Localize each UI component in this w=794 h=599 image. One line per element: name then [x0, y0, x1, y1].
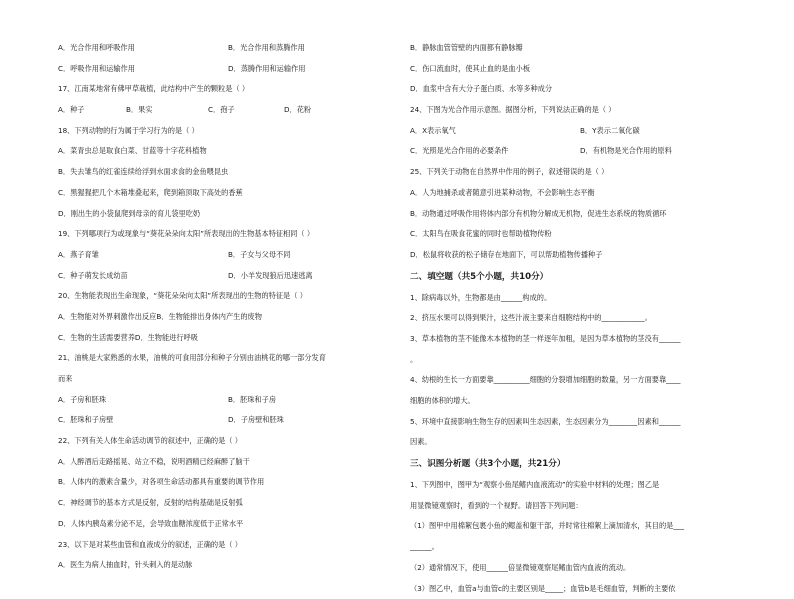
question-24: 24、下图为光合作用示意图。据图分析，下列说法正确的是（ ）	[410, 100, 745, 121]
fill-question-5: 5、环境中直接影响生物生存的因素叫生态因素，生态因素分为________因素和______	[410, 412, 745, 433]
section-heading-fill: 二、填空题（共5个小题，共10分）	[410, 266, 745, 288]
option-d: D．花粉	[284, 100, 311, 121]
q16-options	[58, 38, 388, 59]
analysis-question-1: 1、下列图中，图甲为“观察小鱼尾鳍内血液流动”的实验中材料的处理；图乙是	[410, 475, 745, 496]
q19-options-2	[58, 266, 388, 287]
option-b: B．光合作用和蒸腾作用	[228, 38, 305, 59]
option-d: D．小羊发现狼后迅速逃离	[228, 266, 313, 287]
q22-option-b: B．人体内的激素含量少，对各项生命活动都具有重要的调节作用	[58, 472, 388, 493]
q22-option-d: D．人体内胰岛素分泌不足，会导致血糖浓度低于正常水平	[58, 514, 388, 535]
fill-question-4: 4、幼根的生长一方面要靠__________细胞的分裂增加细胞的数量，另一方面要靠____	[410, 370, 745, 391]
question-22: 22、下列有关人体生命活动调节的叙述中，正确的是（ ）	[58, 431, 388, 452]
q24-options-2	[410, 141, 745, 162]
question-23: 23、以下是对某些血管和血液成分的叙述，正确的是（ ）	[58, 535, 388, 556]
fill-question-4-cont: 细胞的体积的增大。	[410, 391, 745, 412]
q25-option-a: A．人为地捕杀或者随意引进某种动物，不会影响生态平衡	[410, 183, 745, 204]
analysis-sub-1: （1）图甲中用棉絮包裹小鱼的鳃盖和躯干部，并时常往棉絮上滴加清水，其目的是___	[410, 516, 745, 537]
option-a: A．光合作用和呼吸作用	[58, 38, 228, 59]
q20-option-ab: A．生物能对外界刺激作出反应B．生物能排出身体内产生的废物	[58, 307, 388, 328]
fill-question-1: 1、除病毒以外，生物都是由______构成的。	[410, 288, 745, 309]
analysis-question-1-cont: 用显微镜观察时，看到的一个视野。请回答下列问题：	[410, 496, 745, 517]
fill-question-3: 3、草本植物的茎不能像木本植物的茎一样逐年加粗，是因为草本植物的茎没有______	[410, 329, 745, 350]
option-a: A．子房和胚珠	[58, 390, 228, 411]
q16-options-2	[58, 59, 388, 80]
question-20: 20、生物能表现出生命现象，“葵花朵朵向太阳”所表现出的生物的特征是（ ）	[58, 286, 388, 307]
q18-option-b: B．失去雏鸟的红雀连续给浮到水面求食的金鱼喂昆虫	[58, 162, 388, 183]
analysis-sub-1-cont: ______。	[410, 537, 745, 558]
option-d: D．子房壁和胚珠	[228, 410, 284, 431]
q21-options-2	[58, 410, 388, 431]
left-column	[58, 38, 388, 576]
option-c: C．种子萌发长成幼苗	[58, 266, 228, 287]
option-a: A．X表示氧气	[410, 121, 580, 142]
option-c: C．呼吸作用和运输作用	[58, 59, 228, 80]
fill-question-5-cont: 因素。	[410, 432, 745, 453]
q23-option-b: B．静脉血管管壁的内面都有静脉瓣	[410, 38, 745, 59]
option-c: C．胚珠和子房壁	[58, 410, 228, 431]
option-b: B．果实	[126, 100, 208, 121]
question-21-cont: 而来	[58, 369, 388, 390]
q18-option-a: A．菜青虫总是取食白菜、甘蓝等十字花科植物	[58, 141, 388, 162]
q21-options	[58, 390, 388, 411]
q22-option-a: A．人醉酒后走路摇晃、站立不稳，说明酒精已经麻醉了脑干	[58, 452, 388, 473]
q23-option-c: C．伤口流血时，使其止血的是血小板	[410, 59, 745, 80]
option-d: D．有机物是光合作用的原料	[580, 141, 672, 162]
option-a: A．燕子育雏	[58, 245, 228, 266]
fill-question-2: 2、挤压水果可以得到果汁，这些汁液主要来自细胞结构中的____________。	[410, 308, 745, 329]
right-column	[410, 38, 745, 599]
option-a: A．种子	[58, 100, 126, 121]
question-19: 19、下列哪项行为或现象与“葵花朵朵向太阳”所表现出的生物基本特征相同（ ）	[58, 224, 388, 245]
q25-option-d: D．松鼠将收获的松子储存在地面下，可以帮助植物传播种子	[410, 245, 745, 266]
question-25: 25、下列关于动物在自然界中作用的例子，叙述错误的是（ ）	[410, 162, 745, 183]
q18-option-c: C．黑猩猩把几个木箱堆叠起来，爬到箱顶取下高处的香蕉	[58, 183, 388, 204]
q20-option-cd: C．生物的生活需要营养D．生物能进行呼吸	[58, 328, 388, 349]
option-b: B．胚珠和子房	[228, 390, 276, 411]
section-heading-figure-analysis: 三、识图分析题（共3个小题，共21分）	[410, 453, 745, 475]
question-21: 21、油桃是大家熟悉的水果，油桃的可食用部分和种子分别由油桃花的哪一部分发育	[58, 348, 388, 369]
q17-options	[58, 100, 388, 121]
q25-option-b: B．动物通过呼吸作用将体内部分有机物分解成无机物，促进生态系统的物质循环	[410, 204, 745, 225]
q23-option-d: D．血浆中含有大分子蛋白质、水等多种成分	[410, 79, 745, 100]
analysis-sub-2: （2）通常情况下，使用______倍显微镜观察尾鳍血管内血液的流动。	[410, 558, 745, 579]
q22-option-c: C．神经调节的基本方式是反射，反射的结构基础是反射弧	[58, 493, 388, 514]
option-d: D．蒸腾作用和运输作用	[228, 59, 305, 80]
fill-question-3-cont: 。	[410, 350, 745, 371]
option-b: B．子女与父母不同	[228, 245, 290, 266]
analysis-sub-3: （3）图乙中，血管a与血管c的主要区别是_____；血管b是毛细血管，判断的主要依	[410, 579, 745, 599]
q25-option-c: C．太阳鸟在吸食花蜜的同时也帮助植物传粉	[410, 224, 745, 245]
q19-options	[58, 245, 388, 266]
option-c: C．孢子	[208, 100, 284, 121]
q23-option-a: A．医生为病人抽血时，针头刺入的是动脉	[58, 555, 388, 576]
option-c: C．光照是光合作用的必要条件	[410, 141, 580, 162]
option-b: B．Y表示二氧化碳	[580, 121, 640, 142]
q24-options	[410, 121, 745, 142]
q18-option-d: D．刚出生的小袋鼠爬到母亲的育儿袋里吃奶	[58, 204, 388, 225]
question-17: 17、江南某地常有佛甲草栽植，此结构中产生的颗粒是（ ）	[58, 79, 388, 100]
question-18: 18、下列动物的行为属于学习行为的是（ ）	[58, 121, 388, 142]
